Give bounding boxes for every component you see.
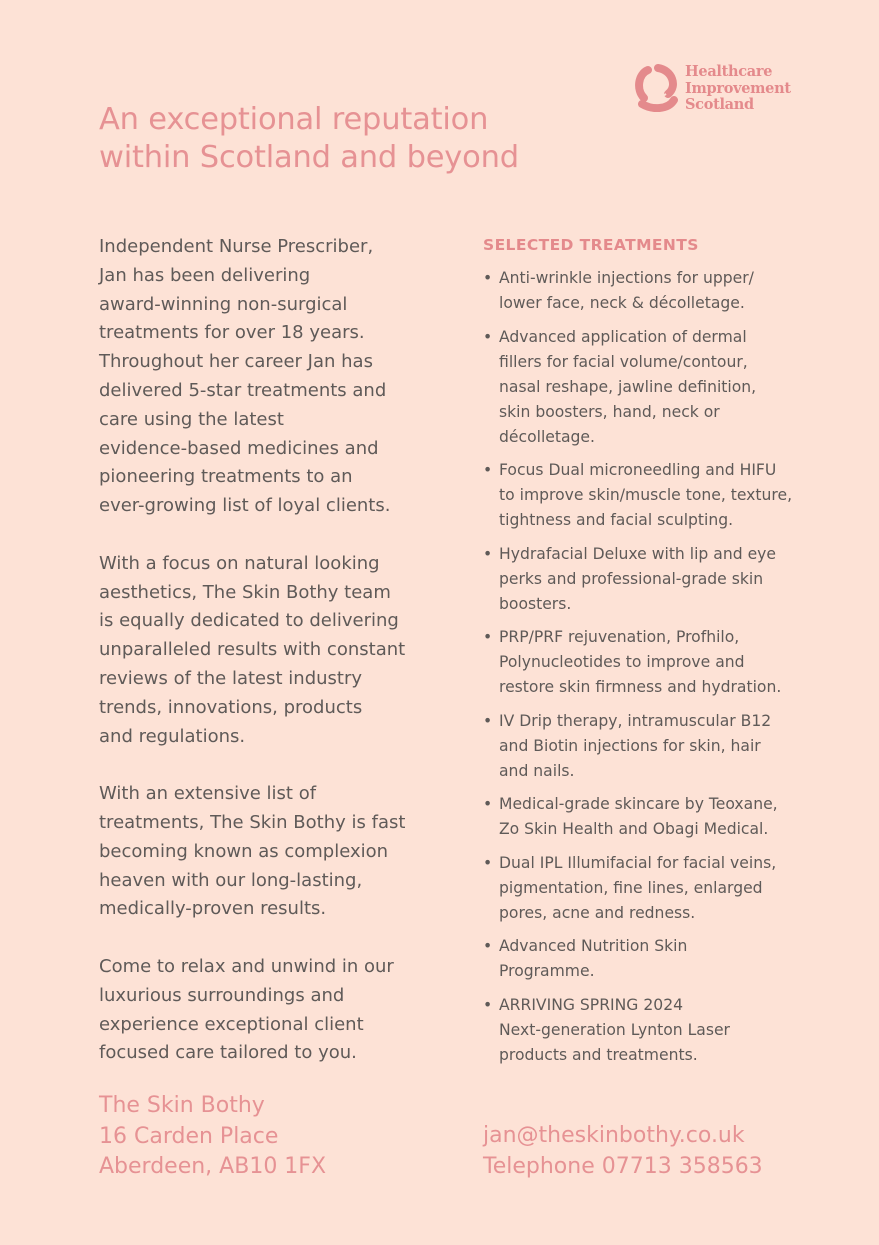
treatment-line: Advanced application of dermal <box>499 327 747 346</box>
treatment-line: Polynucleotides to improve and <box>499 653 745 671</box>
treatment-line: Dual IPL Illumifacial for facial veins, <box>499 853 777 872</box>
headline-line: An exceptional reputation <box>99 102 489 137</box>
treatments-heading: SELECTED TREATMENTS <box>483 236 699 254</box>
contact-block <box>483 1121 763 1182</box>
treatment-item <box>483 458 823 533</box>
business-name: The Skin Bothy <box>99 1093 265 1118</box>
treatment-line: restore skin firmness and hydration. <box>499 678 782 696</box>
treatment-line: Zo Skin Health and Obagi Medical. <box>499 820 769 838</box>
paragraph-line: heaven with our long-lasting, <box>99 869 363 891</box>
paragraph-line: With an extensive list of <box>99 783 317 805</box>
treatment-line: skin boosters, hand, neck or <box>499 402 720 421</box>
intro-paragraph <box>99 780 429 924</box>
treatment-line: Programme. <box>499 962 595 980</box>
headline-line: within Scotland and beyond <box>99 140 519 175</box>
treatment-item <box>483 709 823 784</box>
paragraph-line: care using the latest <box>99 408 284 430</box>
telephone-number[interactable]: Telephone 07713 358563 <box>483 1153 763 1179</box>
paragraph-line: luxurious surroundings and <box>99 984 345 1006</box>
paragraph-line: becoming known as complexion <box>99 840 389 862</box>
treatment-line: ARRIVING SPRING 2024 <box>499 995 684 1014</box>
paragraph-line: delivered 5-star treatments and <box>99 379 387 401</box>
treatment-line: pores, acne and redness. <box>499 903 696 922</box>
treatment-line: and nails. <box>499 761 575 780</box>
paragraph-line: medically-proven results. <box>99 898 327 920</box>
treatment-line: pigmentation, fine lines, enlarged <box>499 878 763 897</box>
treatment-line: Anti-wrinkle injections for upper/ <box>499 269 754 287</box>
bullet-icon: • <box>483 795 493 813</box>
logo-line: Improvement <box>685 79 791 97</box>
paragraph-line: Independent Nurse Prescriber, <box>99 236 374 257</box>
intro-paragraph <box>99 550 429 752</box>
paragraph-line: award-winning non-surgical <box>99 293 348 315</box>
treatment-line: IV Drip therapy, intramuscular B12 <box>499 711 772 730</box>
intro-copy <box>99 233 429 1097</box>
paragraph-line: treatments for over 18 years. <box>99 322 365 344</box>
treatment-line: Next-generation Lynton Laser <box>499 1020 730 1039</box>
treatment-line: tightness and facial sculpting. <box>499 511 734 529</box>
paragraph-line: focused care tailored to you. <box>99 1042 357 1064</box>
street-address: 16 Carden Place <box>99 1123 279 1149</box>
paragraph-line: ever-growing list of loyal clients. <box>99 495 391 517</box>
logo-line: Scotland <box>685 96 754 113</box>
healthcare-improvement-scotland-logo <box>634 64 791 114</box>
treatment-line: to improve skin/muscle tone, texture, <box>499 486 793 504</box>
bullet-icon: • <box>483 269 493 287</box>
treatment-line: Focus Dual microneedling and HIFU <box>499 461 777 479</box>
treatment-line: lower face, neck & décolletage. <box>499 294 745 312</box>
logo-wordmark <box>685 64 791 114</box>
paragraph-line: Throughout her career Jan has <box>99 351 373 373</box>
intro-paragraph <box>99 953 429 1068</box>
treatment-line: Hydrafacial Deluxe with lip and eye <box>499 544 777 563</box>
treatment-line: boosters. <box>499 594 572 613</box>
bullet-icon: • <box>483 995 493 1014</box>
treatment-line: perks and professional-grade skin <box>499 569 764 588</box>
logo-line: Healthcare <box>685 63 773 80</box>
treatment-line: products and treatments. <box>499 1045 698 1064</box>
bullet-icon: • <box>483 628 493 646</box>
treatments-section <box>483 233 823 1076</box>
treatment-line: and Biotin injections for skin, hair <box>499 736 761 755</box>
paragraph-line: With a focus on natural looking <box>99 552 380 574</box>
bullet-icon: • <box>483 327 493 346</box>
page-headline <box>99 101 519 177</box>
treatment-line: nasal reshape, jawline definition, <box>499 377 757 396</box>
treatment-line: PRP/PRF rejuvenation, Profhilo, <box>499 628 740 646</box>
treatment-line: Advanced Nutrition Skin <box>499 937 688 955</box>
treatment-line: fillers for facial volume/contour, <box>499 352 748 371</box>
treatment-item <box>483 934 823 984</box>
bullet-icon: • <box>483 711 493 730</box>
paragraph-line: evidence-based medicines and <box>99 437 379 459</box>
paragraph-line: treatments, The Skin Bothy is fast <box>99 811 406 833</box>
paragraph-line: Come to relax and unwind in our <box>99 955 394 977</box>
knot-logo-icon <box>634 64 680 112</box>
treatment-item <box>483 625 823 700</box>
paragraph-line: trends, innovations, products <box>99 696 363 718</box>
email-link[interactable]: jan@theskinbothy.co.uk <box>483 1123 745 1148</box>
treatment-item <box>483 993 823 1068</box>
paragraph-line: and regulations. <box>99 725 246 747</box>
paragraph-line: experience exceptional client <box>99 1013 364 1035</box>
bullet-icon: • <box>483 461 493 479</box>
paragraph-line: aesthetics, The Skin Bothy team <box>99 581 391 603</box>
treatment-item <box>483 325 823 450</box>
paragraph-line: is equally dedicated to delivering <box>99 610 399 632</box>
treatment-line: décolletage. <box>499 427 595 446</box>
city-postcode: Aberdeen, AB10 1FX <box>99 1154 327 1179</box>
paragraph-line: pioneering treatments to an <box>99 466 353 488</box>
treatment-item <box>483 266 823 316</box>
bullet-icon: • <box>483 544 493 563</box>
paragraph-line: Jan has been delivering <box>99 264 311 286</box>
address-block <box>99 1091 326 1183</box>
bullet-icon: • <box>483 937 493 955</box>
intro-paragraph <box>99 233 429 521</box>
treatment-line: Medical-grade skincare by Teoxane, <box>499 795 778 813</box>
treatment-item <box>483 792 823 842</box>
treatments-list <box>483 266 823 1068</box>
treatment-item <box>483 542 823 617</box>
bullet-icon: • <box>483 853 493 872</box>
treatment-item <box>483 851 823 926</box>
paragraph-line: unparalleled results with constant <box>99 639 406 661</box>
paragraph-line: reviews of the latest industry <box>99 667 363 689</box>
